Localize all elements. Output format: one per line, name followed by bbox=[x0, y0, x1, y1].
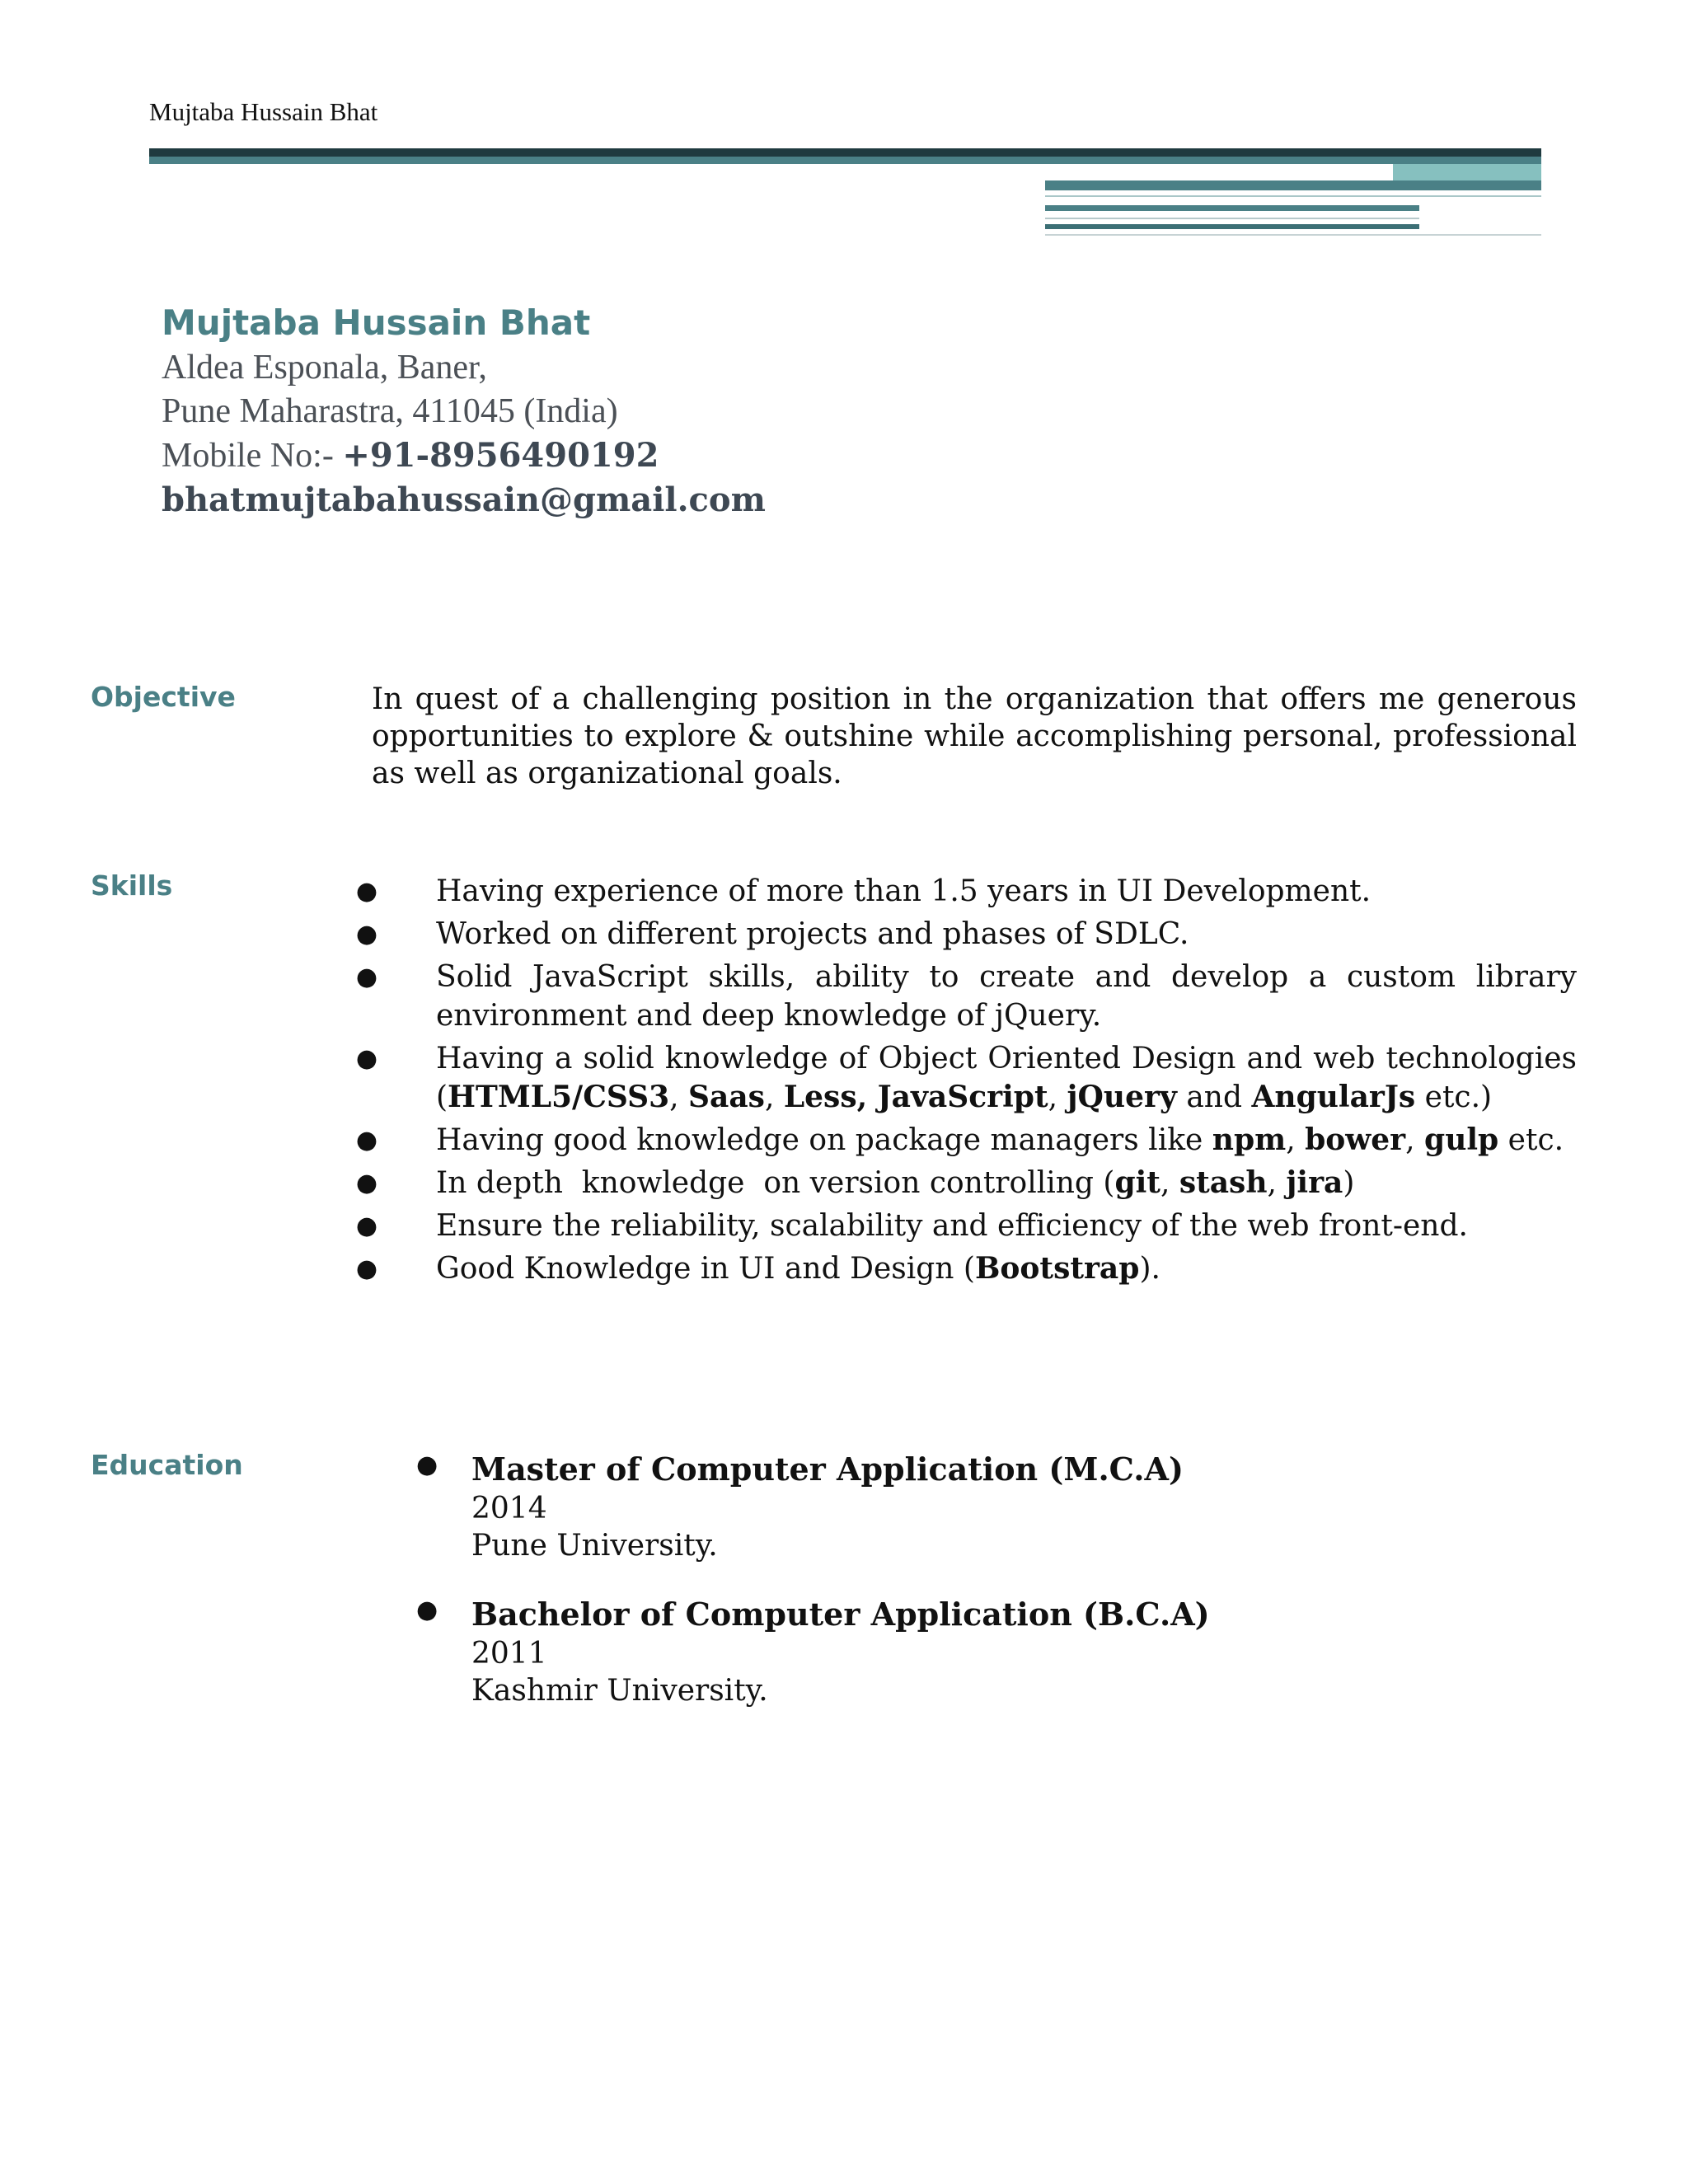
email-address: bhatmujtabahussain@gmail.com bbox=[162, 480, 766, 519]
list-item bbox=[354, 872, 1577, 911]
list-item bbox=[354, 1121, 1577, 1160]
bullet-icon: ● bbox=[355, 1126, 378, 1155]
skill-text: etc.) bbox=[1415, 1080, 1493, 1114]
objective-heading: Objective bbox=[91, 681, 236, 713]
contact-block bbox=[162, 300, 766, 523]
mobile-line bbox=[162, 434, 766, 478]
skill-text: , bbox=[1048, 1080, 1067, 1114]
skill-keyword: stash bbox=[1179, 1165, 1268, 1200]
skills-heading: Skills bbox=[91, 869, 173, 902]
header-accent-line bbox=[1045, 195, 1541, 197]
header-accent-line bbox=[1045, 234, 1541, 236]
degree-title: Bachelor of Computer Application (B.C.A) bbox=[471, 1596, 1210, 1633]
skill-keyword: bower bbox=[1305, 1122, 1406, 1157]
skill-keyword: Less, JavaScript bbox=[783, 1080, 1048, 1114]
email-line bbox=[162, 478, 766, 523]
skill-text: ). bbox=[1139, 1252, 1160, 1286]
skill-text: , bbox=[669, 1080, 689, 1114]
degree-institution: Pune University. bbox=[471, 1529, 718, 1563]
skill-text: ) bbox=[1343, 1166, 1355, 1200]
list-item bbox=[354, 1207, 1577, 1245]
skill-text: , bbox=[764, 1080, 784, 1114]
degree-year: 2011 bbox=[471, 1637, 547, 1671]
skill-text: Ensure the reliability, scalability and efficiency of the web front-end. bbox=[436, 1209, 1468, 1243]
list-item bbox=[354, 1249, 1577, 1288]
running-header-name: Mujtaba Hussain Bhat bbox=[149, 97, 378, 126]
skill-text: Worked on different projects and phases of SDLC. bbox=[436, 917, 1189, 951]
skill-keyword: AngularJs bbox=[1251, 1080, 1416, 1114]
skill-text: Solid JavaScript skills, ability to create and develop a custom library environment and deep knowledge of jQuery. bbox=[436, 960, 1577, 1033]
header-accent-line bbox=[1045, 218, 1419, 219]
skill-text: and bbox=[1176, 1080, 1252, 1114]
bullet-icon: ● bbox=[355, 920, 378, 949]
education-list bbox=[416, 1449, 1210, 1739]
bullet-icon: ● bbox=[355, 1254, 378, 1283]
skill-text: etc. bbox=[1498, 1123, 1564, 1157]
list-item bbox=[354, 958, 1577, 1035]
degree-institution: Kashmir University. bbox=[471, 1674, 768, 1708]
skill-keyword: Saas bbox=[688, 1080, 765, 1114]
skill-text: Having a solid knowledge of Object Oriented Design and web technologies ( bbox=[436, 1042, 1577, 1114]
skill-text: , bbox=[1160, 1166, 1179, 1200]
skill-text: Having experience of more than 1.5 years in UI Development. bbox=[436, 874, 1372, 908]
header-rule-teal bbox=[149, 157, 1541, 164]
header-accent-bar bbox=[1045, 224, 1419, 229]
degree-title: Master of Computer Application (M.C.A) bbox=[471, 1451, 1184, 1488]
address-line-1: Aldea Esponala, Baner, bbox=[162, 349, 487, 387]
list-item bbox=[416, 1449, 1210, 1564]
skill-keyword: HTML5/CSS3 bbox=[448, 1080, 670, 1114]
skill-keyword: gulp bbox=[1424, 1122, 1499, 1157]
education-heading: Education bbox=[91, 1449, 243, 1481]
list-item bbox=[354, 1164, 1577, 1202]
header-accent-light bbox=[1393, 164, 1541, 180]
bullet-icon: ● bbox=[416, 1596, 438, 1624]
skill-text: In depth knowledge on version controlling ( bbox=[436, 1166, 1115, 1200]
mobile-number: +91-8956490192 bbox=[342, 436, 659, 475]
address-line-2: Pune Maharastra, 411045 (India) bbox=[162, 392, 618, 430]
bullet-icon: ● bbox=[355, 1169, 378, 1197]
mobile-label: Mobile No:- bbox=[162, 437, 343, 475]
list-item bbox=[354, 915, 1577, 954]
header-accent-bar bbox=[1045, 180, 1541, 190]
skill-keyword: git bbox=[1114, 1165, 1160, 1200]
list-item bbox=[354, 1039, 1577, 1117]
skill-text: , bbox=[1267, 1166, 1287, 1200]
bullet-icon: ● bbox=[355, 1044, 378, 1073]
skill-text: Having good knowledge on package managers like bbox=[436, 1123, 1212, 1157]
skills-list bbox=[354, 872, 1577, 1292]
bullet-icon: ● bbox=[355, 1212, 378, 1240]
header-accent-bar bbox=[1045, 205, 1419, 211]
skill-keyword: jQuery bbox=[1067, 1080, 1177, 1114]
objective-text: In quest of a challenging position in the organization that offers me generous opportunities to explore & outshine while accomplishing personal, professional as well as organizational goals. bbox=[372, 682, 1577, 790]
skill-keyword: npm bbox=[1212, 1122, 1287, 1157]
list-item bbox=[416, 1594, 1210, 1709]
header-rule-dark bbox=[149, 148, 1541, 157]
skill-text: , bbox=[1286, 1123, 1306, 1157]
skill-text: Good Knowledge in UI and Design ( bbox=[436, 1252, 975, 1286]
skill-keyword: jira bbox=[1286, 1165, 1343, 1200]
bullet-icon: ● bbox=[355, 877, 378, 906]
candidate-name: Mujtaba Hussain Bhat bbox=[162, 302, 591, 343]
bullet-icon: ● bbox=[355, 963, 378, 991]
degree-year: 2014 bbox=[471, 1492, 547, 1526]
skill-text: , bbox=[1405, 1123, 1425, 1157]
bullet-icon: ● bbox=[416, 1451, 438, 1479]
skill-keyword: Bootstrap bbox=[974, 1251, 1140, 1286]
